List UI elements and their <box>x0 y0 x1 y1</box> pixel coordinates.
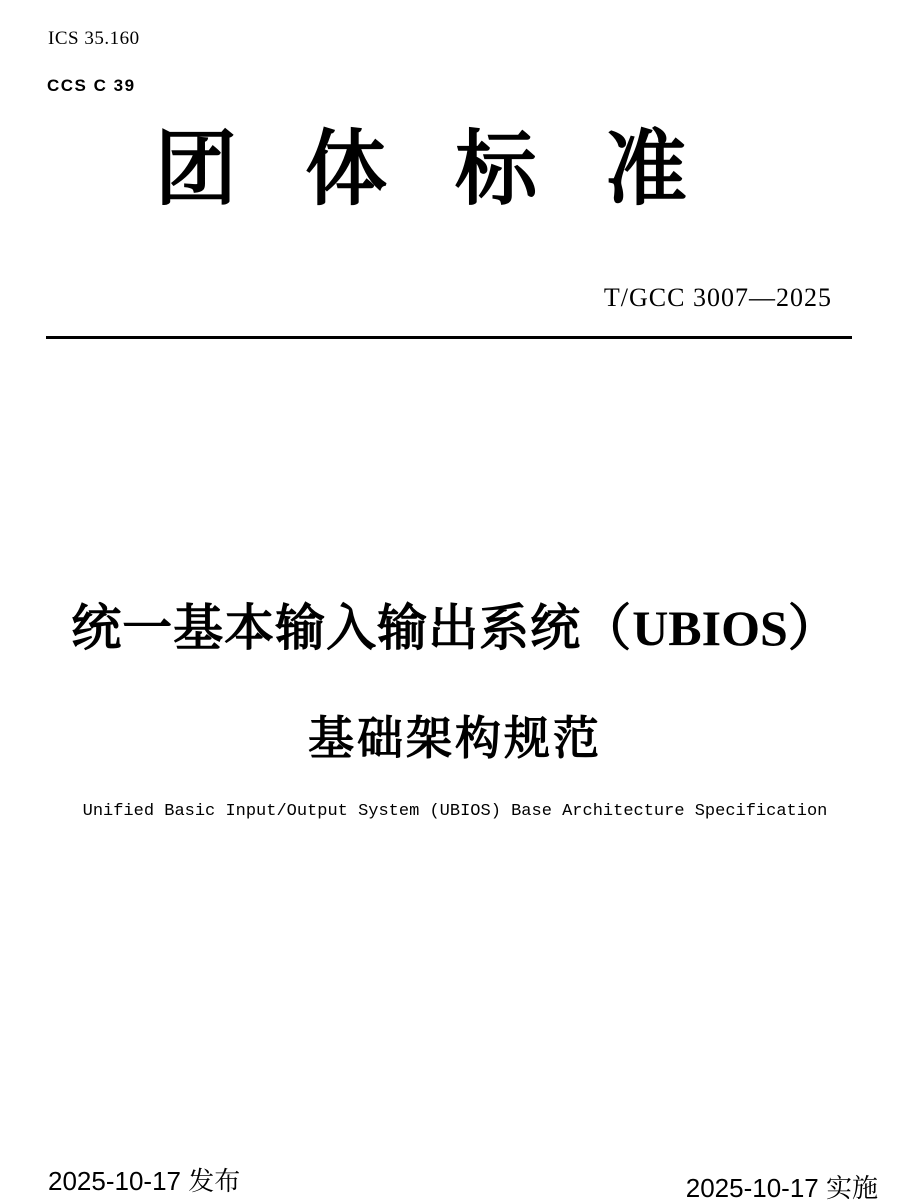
ics-code: ICS 35.160 <box>48 28 140 49</box>
main-title-cjk-prefix: 统一基本输入输出系统（ <box>71 600 633 656</box>
english-title: Unified Basic Input/Output System (UBIOS) Base Architecture Specification <box>82 802 828 821</box>
standard-number: T/GCC 3007—2025 <box>603 283 832 312</box>
main-title-cjk-suffix: ） <box>787 600 839 656</box>
ccs-code: CCS C 39 <box>47 76 136 95</box>
implementation-date: 2025-10-17 实施 <box>685 1173 878 1200</box>
document-type-title: 团体标准 <box>154 124 755 215</box>
main-title-line1 <box>0 598 910 658</box>
issue-date: 2025-10-17 发布 <box>48 1166 241 1196</box>
main-title-line2: 基础架构规范 <box>308 712 602 764</box>
header-divider-rule <box>46 336 852 339</box>
main-title-latin-acronym: UBIOS <box>632 600 788 656</box>
